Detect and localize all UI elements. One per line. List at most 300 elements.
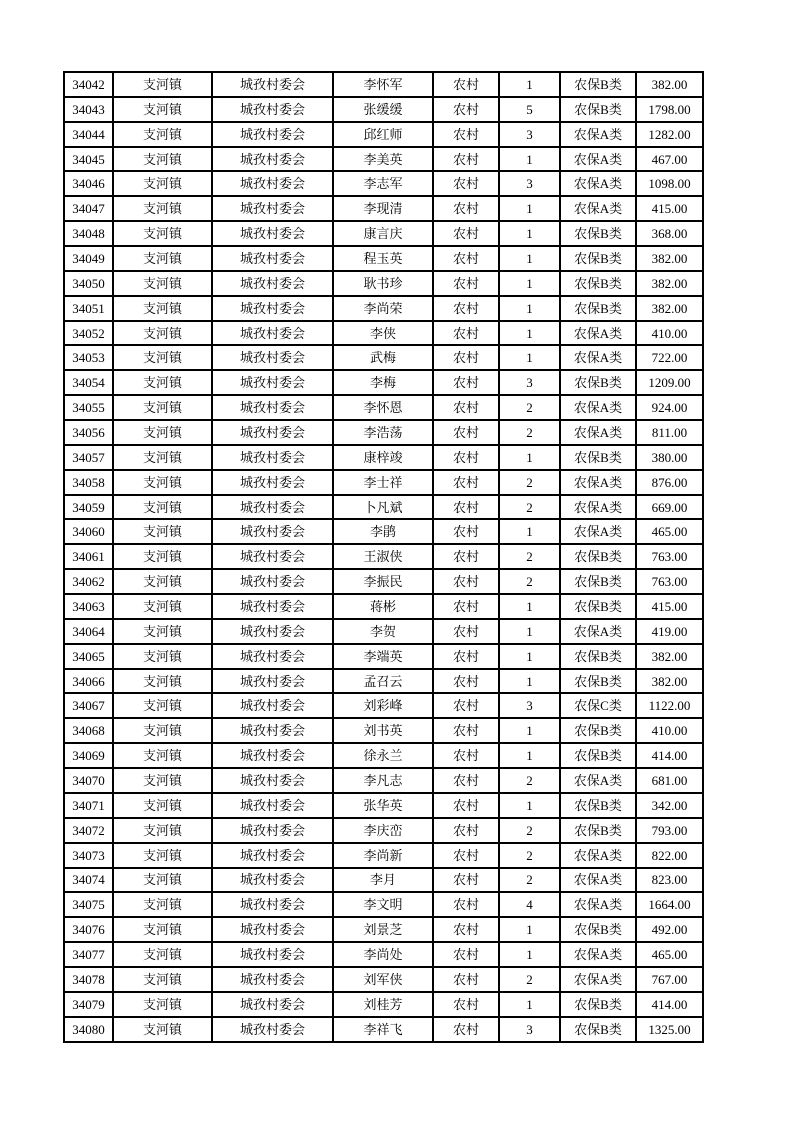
cell-person-name: 王淑侠 bbox=[333, 544, 433, 569]
cell-insurance-category: 农保A类 bbox=[560, 345, 636, 370]
cell-person-count: 2 bbox=[499, 818, 560, 843]
cell-town: 支河镇 bbox=[113, 569, 212, 594]
table-row bbox=[64, 892, 703, 917]
cell-person-count: 2 bbox=[499, 868, 560, 893]
cell-town: 支河镇 bbox=[113, 495, 212, 520]
cell-insurance-category: 农保B类 bbox=[560, 644, 636, 669]
cell-town: 支河镇 bbox=[113, 644, 212, 669]
cell-person-name: 李美英 bbox=[333, 147, 433, 172]
cell-person-count: 1 bbox=[499, 992, 560, 1017]
cell-amount: 1282.00 bbox=[636, 122, 703, 147]
cell-village-committee: 城孜村委会 bbox=[212, 768, 333, 793]
table-row bbox=[64, 296, 703, 321]
table-row bbox=[64, 644, 703, 669]
cell-town: 支河镇 bbox=[113, 345, 212, 370]
cell-insurance-category: 农保B类 bbox=[560, 1017, 636, 1042]
cell-household-type: 农村 bbox=[433, 321, 499, 346]
cell-town: 支河镇 bbox=[113, 544, 212, 569]
cell-town: 支河镇 bbox=[113, 420, 212, 445]
cell-record-id: 34078 bbox=[64, 967, 113, 992]
cell-person-count: 2 bbox=[499, 470, 560, 495]
cell-village-committee: 城孜村委会 bbox=[212, 669, 333, 694]
cell-person-name: 刘景芝 bbox=[333, 917, 433, 942]
cell-record-id: 34079 bbox=[64, 992, 113, 1017]
cell-person-count: 2 bbox=[499, 843, 560, 868]
cell-person-name: 邱红师 bbox=[333, 122, 433, 147]
cell-town: 支河镇 bbox=[113, 768, 212, 793]
cell-household-type: 农村 bbox=[433, 171, 499, 196]
cell-household-type: 农村 bbox=[433, 892, 499, 917]
cell-insurance-category: 农保A类 bbox=[560, 967, 636, 992]
cell-person-name: 李鹃 bbox=[333, 519, 433, 544]
cell-insurance-category: 农保A类 bbox=[560, 470, 636, 495]
table-body bbox=[64, 72, 703, 1042]
cell-amount: 415.00 bbox=[636, 594, 703, 619]
table-row bbox=[64, 818, 703, 843]
cell-town: 支河镇 bbox=[113, 619, 212, 644]
cell-amount: 1325.00 bbox=[636, 1017, 703, 1042]
table-row bbox=[64, 370, 703, 395]
table-row bbox=[64, 72, 703, 97]
cell-record-id: 34052 bbox=[64, 321, 113, 346]
cell-person-count: 1 bbox=[499, 246, 560, 271]
cell-person-name: 耿书珍 bbox=[333, 271, 433, 296]
table-row bbox=[64, 221, 703, 246]
cell-amount: 1664.00 bbox=[636, 892, 703, 917]
cell-insurance-category: 农保B类 bbox=[560, 594, 636, 619]
cell-person-name: 卜凡斌 bbox=[333, 495, 433, 520]
cell-record-id: 34047 bbox=[64, 196, 113, 221]
cell-insurance-category: 农保A类 bbox=[560, 171, 636, 196]
cell-household-type: 农村 bbox=[433, 619, 499, 644]
cell-town: 支河镇 bbox=[113, 370, 212, 395]
table-row bbox=[64, 942, 703, 967]
cell-insurance-category: 农保B类 bbox=[560, 793, 636, 818]
cell-village-committee: 城孜村委会 bbox=[212, 72, 333, 97]
cell-amount: 822.00 bbox=[636, 843, 703, 868]
table-row bbox=[64, 97, 703, 122]
cell-amount: 414.00 bbox=[636, 992, 703, 1017]
cell-town: 支河镇 bbox=[113, 296, 212, 321]
table-row bbox=[64, 196, 703, 221]
cell-household-type: 农村 bbox=[433, 147, 499, 172]
cell-town: 支河镇 bbox=[113, 818, 212, 843]
cell-amount: 669.00 bbox=[636, 495, 703, 520]
cell-amount: 465.00 bbox=[636, 942, 703, 967]
cell-village-committee: 城孜村委会 bbox=[212, 793, 333, 818]
cell-person-name: 康梓竣 bbox=[333, 445, 433, 470]
cell-village-committee: 城孜村委会 bbox=[212, 370, 333, 395]
cell-person-name: 刘桂芳 bbox=[333, 992, 433, 1017]
cell-household-type: 农村 bbox=[433, 669, 499, 694]
table-row bbox=[64, 544, 703, 569]
cell-town: 支河镇 bbox=[113, 470, 212, 495]
cell-amount: 382.00 bbox=[636, 669, 703, 694]
cell-household-type: 农村 bbox=[433, 97, 499, 122]
table-row bbox=[64, 917, 703, 942]
cell-record-id: 34062 bbox=[64, 569, 113, 594]
table-row bbox=[64, 271, 703, 296]
cell-person-count: 2 bbox=[499, 395, 560, 420]
cell-town: 支河镇 bbox=[113, 594, 212, 619]
cell-person-count: 2 bbox=[499, 569, 560, 594]
cell-record-id: 34068 bbox=[64, 718, 113, 743]
table-row bbox=[64, 420, 703, 445]
table-row bbox=[64, 345, 703, 370]
cell-town: 支河镇 bbox=[113, 519, 212, 544]
cell-village-committee: 城孜村委会 bbox=[212, 271, 333, 296]
cell-amount: 823.00 bbox=[636, 868, 703, 893]
cell-insurance-category: 农保B类 bbox=[560, 246, 636, 271]
cell-record-id: 34069 bbox=[64, 743, 113, 768]
table-row bbox=[64, 1017, 703, 1042]
cell-village-committee: 城孜村委会 bbox=[212, 321, 333, 346]
cell-person-name: 刘军侠 bbox=[333, 967, 433, 992]
cell-town: 支河镇 bbox=[113, 97, 212, 122]
cell-household-type: 农村 bbox=[433, 370, 499, 395]
table-row bbox=[64, 843, 703, 868]
cell-town: 支河镇 bbox=[113, 445, 212, 470]
cell-amount: 382.00 bbox=[636, 644, 703, 669]
cell-village-committee: 城孜村委会 bbox=[212, 644, 333, 669]
cell-record-id: 34060 bbox=[64, 519, 113, 544]
cell-person-count: 1 bbox=[499, 221, 560, 246]
cell-record-id: 34045 bbox=[64, 147, 113, 172]
cell-record-id: 34077 bbox=[64, 942, 113, 967]
cell-household-type: 农村 bbox=[433, 942, 499, 967]
cell-household-type: 农村 bbox=[433, 594, 499, 619]
cell-village-committee: 城孜村委会 bbox=[212, 569, 333, 594]
cell-record-id: 34072 bbox=[64, 818, 113, 843]
cell-household-type: 农村 bbox=[433, 569, 499, 594]
cell-village-committee: 城孜村委会 bbox=[212, 97, 333, 122]
cell-village-committee: 城孜村委会 bbox=[212, 942, 333, 967]
cell-amount: 924.00 bbox=[636, 395, 703, 420]
cell-village-committee: 城孜村委会 bbox=[212, 519, 333, 544]
cell-amount: 419.00 bbox=[636, 619, 703, 644]
cell-village-committee: 城孜村委会 bbox=[212, 122, 333, 147]
cell-village-committee: 城孜村委会 bbox=[212, 619, 333, 644]
cell-insurance-category: 农保B类 bbox=[560, 72, 636, 97]
cell-person-count: 1 bbox=[499, 147, 560, 172]
table-row bbox=[64, 569, 703, 594]
cell-household-type: 农村 bbox=[433, 296, 499, 321]
cell-insurance-category: 农保A类 bbox=[560, 519, 636, 544]
table-row bbox=[64, 793, 703, 818]
cell-person-name: 李月 bbox=[333, 868, 433, 893]
cell-person-name: 程玉英 bbox=[333, 246, 433, 271]
cell-insurance-category: 农保A类 bbox=[560, 768, 636, 793]
table-row bbox=[64, 445, 703, 470]
cell-record-id: 34080 bbox=[64, 1017, 113, 1042]
cell-record-id: 34076 bbox=[64, 917, 113, 942]
cell-household-type: 农村 bbox=[433, 743, 499, 768]
cell-record-id: 34043 bbox=[64, 97, 113, 122]
cell-record-id: 34057 bbox=[64, 445, 113, 470]
cell-person-count: 3 bbox=[499, 171, 560, 196]
cell-person-name: 李志军 bbox=[333, 171, 433, 196]
cell-household-type: 农村 bbox=[433, 868, 499, 893]
cell-person-count: 2 bbox=[499, 544, 560, 569]
cell-insurance-category: 农保A类 bbox=[560, 122, 636, 147]
cell-record-id: 34050 bbox=[64, 271, 113, 296]
cell-record-id: 34063 bbox=[64, 594, 113, 619]
cell-household-type: 农村 bbox=[433, 122, 499, 147]
cell-person-count: 1 bbox=[499, 321, 560, 346]
cell-record-id: 34055 bbox=[64, 395, 113, 420]
cell-town: 支河镇 bbox=[113, 122, 212, 147]
cell-household-type: 农村 bbox=[433, 818, 499, 843]
cell-household-type: 农村 bbox=[433, 992, 499, 1017]
cell-insurance-category: 农保B类 bbox=[560, 97, 636, 122]
cell-person-count: 1 bbox=[499, 644, 560, 669]
cell-insurance-category: 农保B类 bbox=[560, 669, 636, 694]
table-row bbox=[64, 693, 703, 718]
cell-household-type: 农村 bbox=[433, 196, 499, 221]
cell-record-id: 34046 bbox=[64, 171, 113, 196]
cell-town: 支河镇 bbox=[113, 718, 212, 743]
cell-insurance-category: 农保A类 bbox=[560, 868, 636, 893]
cell-insurance-category: 农保B类 bbox=[560, 992, 636, 1017]
cell-person-name: 李现清 bbox=[333, 196, 433, 221]
cell-record-id: 34042 bbox=[64, 72, 113, 97]
table-row bbox=[64, 495, 703, 520]
cell-person-count: 3 bbox=[499, 370, 560, 395]
cell-insurance-category: 农保B类 bbox=[560, 221, 636, 246]
cell-town: 支河镇 bbox=[113, 793, 212, 818]
cell-person-count: 2 bbox=[499, 967, 560, 992]
cell-person-name: 李梅 bbox=[333, 370, 433, 395]
cell-record-id: 34048 bbox=[64, 221, 113, 246]
cell-record-id: 34049 bbox=[64, 246, 113, 271]
cell-record-id: 34066 bbox=[64, 669, 113, 694]
table-row bbox=[64, 868, 703, 893]
cell-insurance-category: 农保A类 bbox=[560, 892, 636, 917]
cell-village-committee: 城孜村委会 bbox=[212, 171, 333, 196]
cell-town: 支河镇 bbox=[113, 395, 212, 420]
cell-person-count: 1 bbox=[499, 594, 560, 619]
cell-village-committee: 城孜村委会 bbox=[212, 345, 333, 370]
cell-household-type: 农村 bbox=[433, 544, 499, 569]
cell-household-type: 农村 bbox=[433, 445, 499, 470]
cell-person-count: 1 bbox=[499, 72, 560, 97]
cell-insurance-category: 农保A类 bbox=[560, 495, 636, 520]
cell-village-committee: 城孜村委会 bbox=[212, 445, 333, 470]
cell-village-committee: 城孜村委会 bbox=[212, 495, 333, 520]
cell-household-type: 农村 bbox=[433, 718, 499, 743]
cell-household-type: 农村 bbox=[433, 345, 499, 370]
cell-village-committee: 城孜村委会 bbox=[212, 967, 333, 992]
cell-insurance-category: 农保A类 bbox=[560, 147, 636, 172]
cell-person-name: 张华英 bbox=[333, 793, 433, 818]
cell-person-count: 1 bbox=[499, 917, 560, 942]
cell-amount: 342.00 bbox=[636, 793, 703, 818]
cell-town: 支河镇 bbox=[113, 917, 212, 942]
cell-person-name: 李怀恩 bbox=[333, 395, 433, 420]
cell-household-type: 农村 bbox=[433, 693, 499, 718]
cell-amount: 1798.00 bbox=[636, 97, 703, 122]
cell-village-committee: 城孜村委会 bbox=[212, 221, 333, 246]
cell-amount: 811.00 bbox=[636, 420, 703, 445]
table-row bbox=[64, 992, 703, 1017]
cell-village-committee: 城孜村委会 bbox=[212, 892, 333, 917]
cell-person-name: 李祥飞 bbox=[333, 1017, 433, 1042]
cell-household-type: 农村 bbox=[433, 519, 499, 544]
cell-town: 支河镇 bbox=[113, 669, 212, 694]
cell-village-committee: 城孜村委会 bbox=[212, 246, 333, 271]
cell-record-id: 34044 bbox=[64, 122, 113, 147]
cell-person-name: 蒋彬 bbox=[333, 594, 433, 619]
cell-amount: 1098.00 bbox=[636, 171, 703, 196]
cell-town: 支河镇 bbox=[113, 1017, 212, 1042]
cell-village-committee: 城孜村委会 bbox=[212, 395, 333, 420]
cell-household-type: 农村 bbox=[433, 72, 499, 97]
cell-insurance-category: 农保B类 bbox=[560, 445, 636, 470]
cell-person-name: 李庆峦 bbox=[333, 818, 433, 843]
cell-record-id: 34058 bbox=[64, 470, 113, 495]
cell-town: 支河镇 bbox=[113, 147, 212, 172]
cell-amount: 1122.00 bbox=[636, 693, 703, 718]
cell-person-count: 2 bbox=[499, 420, 560, 445]
cell-town: 支河镇 bbox=[113, 743, 212, 768]
cell-insurance-category: 农保A类 bbox=[560, 843, 636, 868]
cell-person-count: 1 bbox=[499, 345, 560, 370]
cell-household-type: 农村 bbox=[433, 246, 499, 271]
cell-household-type: 农村 bbox=[433, 395, 499, 420]
cell-amount: 763.00 bbox=[636, 569, 703, 594]
cell-household-type: 农村 bbox=[433, 221, 499, 246]
cell-amount: 368.00 bbox=[636, 221, 703, 246]
cell-person-count: 1 bbox=[499, 271, 560, 296]
cell-village-committee: 城孜村委会 bbox=[212, 1017, 333, 1042]
cell-amount: 380.00 bbox=[636, 445, 703, 470]
cell-amount: 763.00 bbox=[636, 544, 703, 569]
cell-household-type: 农村 bbox=[433, 917, 499, 942]
cell-household-type: 农村 bbox=[433, 843, 499, 868]
cell-amount: 414.00 bbox=[636, 743, 703, 768]
cell-insurance-category: 农保B类 bbox=[560, 296, 636, 321]
cell-person-count: 3 bbox=[499, 693, 560, 718]
cell-household-type: 农村 bbox=[433, 967, 499, 992]
cell-insurance-category: 农保A类 bbox=[560, 420, 636, 445]
cell-insurance-category: 农保A类 bbox=[560, 321, 636, 346]
cell-amount: 492.00 bbox=[636, 917, 703, 942]
cell-insurance-category: 农保B类 bbox=[560, 370, 636, 395]
table-row bbox=[64, 743, 703, 768]
cell-record-id: 34061 bbox=[64, 544, 113, 569]
cell-amount: 793.00 bbox=[636, 818, 703, 843]
cell-town: 支河镇 bbox=[113, 246, 212, 271]
cell-person-count: 1 bbox=[499, 669, 560, 694]
cell-person-count: 3 bbox=[499, 1017, 560, 1042]
cell-person-name: 张缓缓 bbox=[333, 97, 433, 122]
cell-village-committee: 城孜村委会 bbox=[212, 420, 333, 445]
cell-amount: 382.00 bbox=[636, 271, 703, 296]
cell-person-count: 1 bbox=[499, 718, 560, 743]
cell-village-committee: 城孜村委会 bbox=[212, 843, 333, 868]
table-row bbox=[64, 669, 703, 694]
table-row bbox=[64, 768, 703, 793]
cell-household-type: 农村 bbox=[433, 420, 499, 445]
cell-amount: 1209.00 bbox=[636, 370, 703, 395]
cell-town: 支河镇 bbox=[113, 72, 212, 97]
cell-record-id: 34065 bbox=[64, 644, 113, 669]
cell-household-type: 农村 bbox=[433, 768, 499, 793]
table-row bbox=[64, 147, 703, 172]
cell-town: 支河镇 bbox=[113, 321, 212, 346]
cell-insurance-category: 农保B类 bbox=[560, 271, 636, 296]
cell-insurance-category: 农保B类 bbox=[560, 718, 636, 743]
cell-insurance-category: 农保B类 bbox=[560, 743, 636, 768]
cell-record-id: 34067 bbox=[64, 693, 113, 718]
cell-insurance-category: 农保A类 bbox=[560, 619, 636, 644]
cell-person-count: 3 bbox=[499, 122, 560, 147]
cell-town: 支河镇 bbox=[113, 171, 212, 196]
cell-amount: 722.00 bbox=[636, 345, 703, 370]
cell-insurance-category: 农保B类 bbox=[560, 569, 636, 594]
cell-person-count: 4 bbox=[499, 892, 560, 917]
cell-town: 支河镇 bbox=[113, 868, 212, 893]
cell-household-type: 农村 bbox=[433, 495, 499, 520]
cell-person-count: 1 bbox=[499, 619, 560, 644]
cell-village-committee: 城孜村委会 bbox=[212, 196, 333, 221]
cell-town: 支河镇 bbox=[113, 992, 212, 1017]
cell-village-committee: 城孜村委会 bbox=[212, 718, 333, 743]
cell-record-id: 34075 bbox=[64, 892, 113, 917]
cell-amount: 382.00 bbox=[636, 72, 703, 97]
table-row bbox=[64, 122, 703, 147]
cell-person-name: 李怀军 bbox=[333, 72, 433, 97]
cell-person-count: 2 bbox=[499, 768, 560, 793]
cell-record-id: 34051 bbox=[64, 296, 113, 321]
table-row bbox=[64, 321, 703, 346]
cell-village-committee: 城孜村委会 bbox=[212, 693, 333, 718]
cell-record-id: 34056 bbox=[64, 420, 113, 445]
cell-person-count: 1 bbox=[499, 196, 560, 221]
cell-person-name: 康言庆 bbox=[333, 221, 433, 246]
cell-record-id: 34071 bbox=[64, 793, 113, 818]
cell-person-name: 武梅 bbox=[333, 345, 433, 370]
cell-amount: 767.00 bbox=[636, 967, 703, 992]
table-row bbox=[64, 967, 703, 992]
cell-amount: 410.00 bbox=[636, 321, 703, 346]
cell-person-name: 李文明 bbox=[333, 892, 433, 917]
cell-record-id: 34054 bbox=[64, 370, 113, 395]
cell-person-name: 李凡志 bbox=[333, 768, 433, 793]
cell-household-type: 农村 bbox=[433, 470, 499, 495]
cell-town: 支河镇 bbox=[113, 196, 212, 221]
cell-village-committee: 城孜村委会 bbox=[212, 147, 333, 172]
cell-insurance-category: 农保A类 bbox=[560, 196, 636, 221]
cell-person-name: 李尚荣 bbox=[333, 296, 433, 321]
cell-town: 支河镇 bbox=[113, 221, 212, 246]
cell-person-count: 1 bbox=[499, 445, 560, 470]
cell-person-name: 李端英 bbox=[333, 644, 433, 669]
cell-person-name: 李振民 bbox=[333, 569, 433, 594]
cell-town: 支河镇 bbox=[113, 843, 212, 868]
cell-household-type: 农村 bbox=[433, 644, 499, 669]
cell-town: 支河镇 bbox=[113, 693, 212, 718]
table-row bbox=[64, 718, 703, 743]
cell-town: 支河镇 bbox=[113, 967, 212, 992]
cell-person-count: 5 bbox=[499, 97, 560, 122]
cell-amount: 382.00 bbox=[636, 296, 703, 321]
cell-village-committee: 城孜村委会 bbox=[212, 470, 333, 495]
cell-amount: 410.00 bbox=[636, 718, 703, 743]
cell-record-id: 34070 bbox=[64, 768, 113, 793]
cell-person-count: 1 bbox=[499, 519, 560, 544]
benefits-table bbox=[63, 71, 704, 1043]
